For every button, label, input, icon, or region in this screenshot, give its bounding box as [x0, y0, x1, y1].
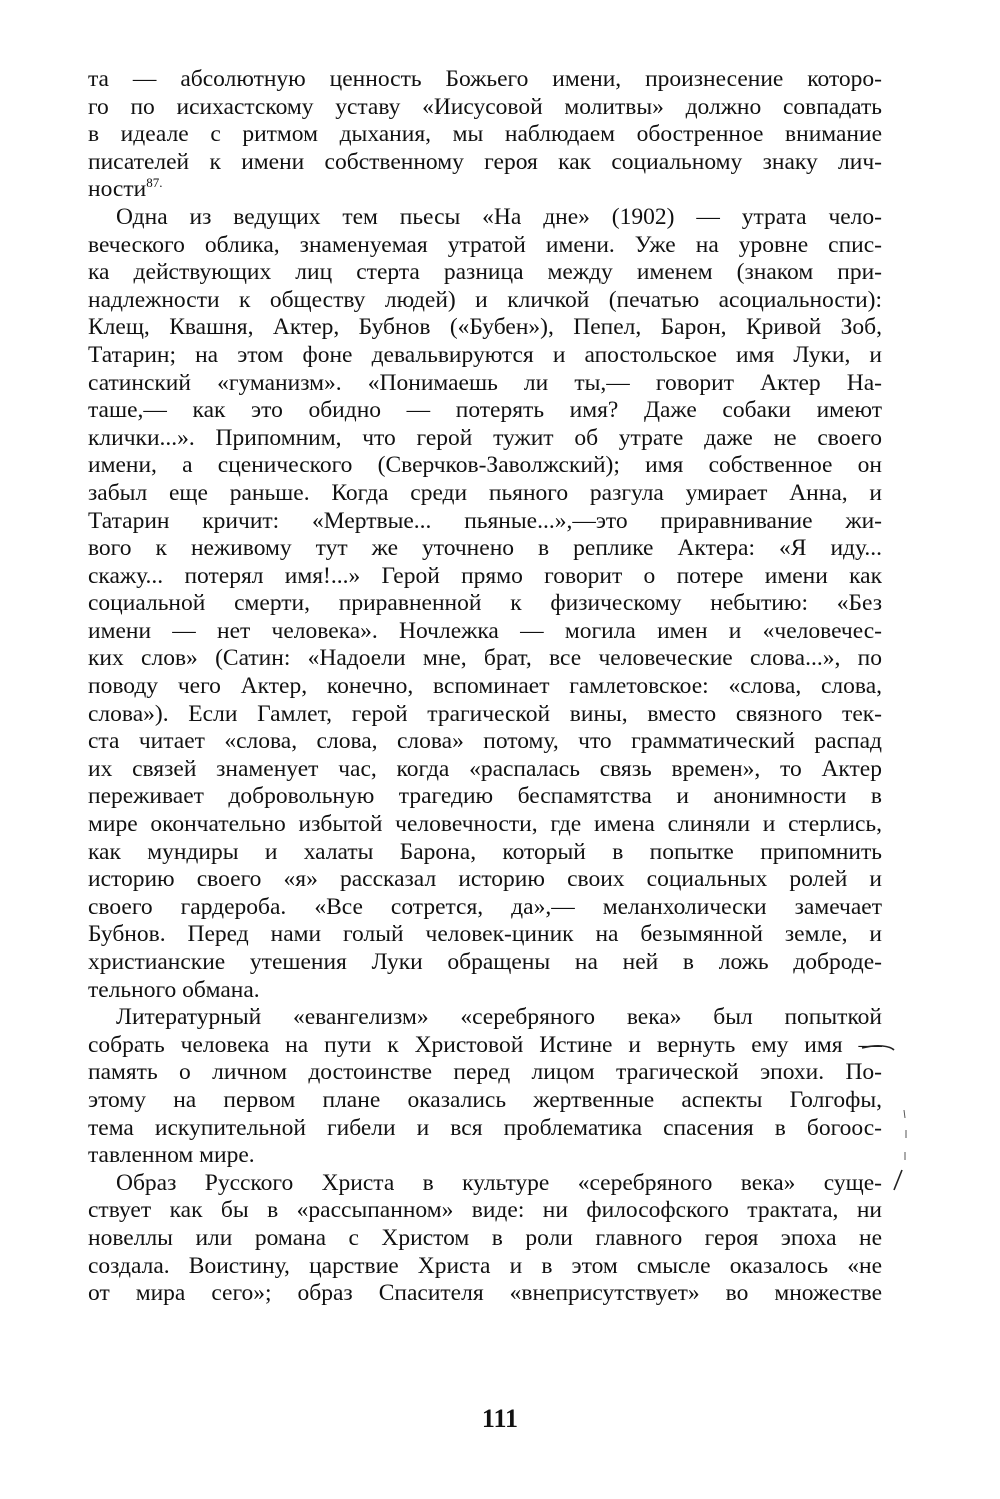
text-line	[88, 839, 882, 867]
text-line	[88, 1087, 882, 1115]
line-text: от мира сего»; образ Спасителя «внеприсутствует» во множестве	[88, 1280, 882, 1307]
text-line	[88, 370, 882, 398]
text-line	[88, 94, 882, 122]
line-text: переживает добровольную трагедию беспамятства и анонимности в	[88, 783, 882, 810]
text-line	[88, 425, 882, 453]
line-text: собрать человека на пути к Христовой Истине и вернуть ему имя —	[88, 1031, 882, 1058]
line-text: Литературный «евангелизм» «серебряного века» был попыткой	[116, 1004, 882, 1031]
line-text: как мундиры и халаты Барона, который в попытке припомнить	[88, 838, 882, 865]
text-line	[88, 701, 882, 729]
line-text: Татарин кричит: «Мертвые... пьяные...»,—это приравнивание жи-	[88, 507, 882, 534]
line-text: социальной смерти, приравненной к физическому небытию: «Без	[88, 590, 882, 617]
line-text: в идеале с ритмом дыхания, мы наблюдаем обостренное внимание	[88, 121, 882, 148]
line-text: та — абсолютную ценность Божьего имени, произнесение которо-	[88, 66, 882, 92]
line-text: ствует как бы в «рассыпанном» виде: ни философского трактата, ни	[88, 1197, 882, 1224]
text-line	[88, 1280, 882, 1308]
text-line	[88, 1059, 882, 1087]
margin-bracket-mark	[860, 1040, 920, 1230]
line-text: историю своего «я» рассказал историю своих социальных ролей и	[88, 866, 882, 893]
text-line	[88, 1197, 882, 1225]
text-line	[88, 977, 882, 1005]
text-line	[88, 508, 882, 536]
line-text: ких слов» (Сатин: «Надоели мне, брат, все человеческие слова...», по	[88, 645, 882, 672]
text-line	[88, 121, 882, 149]
line-text: мире окончательно избытой человечности, где имена слиняли и стерлись,	[88, 811, 882, 838]
line-text: писателей к имени собственному героя как социальному знаку лич-	[88, 148, 882, 175]
text-line	[88, 949, 882, 977]
text-line	[88, 232, 882, 260]
line-text: ности	[88, 176, 147, 203]
text-line	[88, 1170, 882, 1198]
text-line	[88, 590, 882, 618]
paragraph	[88, 1004, 882, 1170]
text-line	[88, 314, 882, 342]
footnote-marker: 87.	[146, 176, 163, 191]
text-line	[88, 259, 882, 287]
text-line	[88, 1115, 882, 1143]
page-number: 111	[481, 1404, 519, 1433]
text-line	[88, 66, 882, 94]
line-text: слова»). Если Гамлет, герой трагической вины, вместо связного тек-	[88, 700, 882, 727]
text-line	[88, 783, 882, 811]
main-text	[88, 66, 882, 1308]
line-text: своего гардероба. «Все сотрется, да»,— меланхолически замечает	[88, 893, 882, 920]
text-line	[88, 866, 882, 894]
text-line	[88, 204, 882, 232]
line-text: забыл еще раньше. Когда среди пьяного разгула умирает Анна, и	[88, 479, 882, 506]
line-text: Татарин; на этом фоне девальвируются и апостольское имя Луки, и	[88, 341, 882, 368]
paragraph	[88, 204, 882, 1004]
text-line	[88, 480, 882, 508]
line-text: имени, а сценического (Сверчков-Заволжский); имя собственное он	[88, 452, 882, 479]
text-line	[88, 149, 882, 177]
line-text: создала. Воистину, царствие Христа и в этом смысле оказалось «не	[88, 1252, 882, 1279]
line-text: вого к неживому тут же уточнено в реплике Актера: «Я иду...	[88, 535, 882, 562]
text-line	[88, 756, 882, 784]
text-line	[88, 618, 882, 646]
line-text: христианские утешения Луки обращены на ней в ложь доброде-	[88, 949, 882, 975]
line-text: поводу чего Актер, конечно, вспоминает гамлетовское: «слова, слова,	[88, 673, 882, 700]
text-line	[88, 645, 882, 673]
text-line	[88, 1253, 882, 1281]
text-line	[88, 728, 882, 756]
text-line	[88, 1004, 882, 1032]
text-line	[88, 535, 882, 563]
line-text: этому на первом плане оказались жертвенные аспекты Голгофы,	[88, 1086, 882, 1113]
line-text: надлежности к обществу людей) и кличкой (печатью асоциальности):	[88, 286, 882, 313]
line-text: память о личном достоинстве перед лицом трагической эпохи. По-	[88, 1059, 882, 1086]
text-line	[88, 342, 882, 370]
text-line	[88, 673, 882, 701]
line-text: скажу... потерял имя!...» Герой прямо говорит о потере имени как	[88, 562, 882, 589]
line-text: ста читает «слова, слова, слова» потому, что грамматический распад	[88, 728, 882, 755]
text-line	[88, 397, 882, 425]
line-text: Одна из ведущих тем пьесы «На дне» (1902) — утрата чело-	[116, 203, 882, 230]
text-line	[88, 287, 882, 315]
text-line	[88, 1142, 882, 1170]
line-text: клички...». Припомним, что герой тужит об утрате даже не своего	[88, 424, 882, 451]
line-text: ка действующих лиц стерта разница между именем (знаком при-	[88, 259, 882, 286]
line-text: Бубнов. Перед нами голый человек-циник на безымянной земле, и	[88, 921, 882, 948]
line-text: сатинский «гуманизм». «Понимаешь ли ты,— говорит Актер На-	[88, 369, 882, 396]
line-text: тельного обмана.	[88, 976, 260, 1003]
text-line	[88, 921, 882, 949]
text-line	[88, 176, 882, 204]
text-line	[88, 452, 882, 480]
paragraph	[88, 1170, 882, 1308]
line-text: их связей знаменует час, когда «распалась связь времен», то Актер	[88, 755, 882, 782]
text-line	[88, 1032, 882, 1060]
paragraph	[88, 66, 882, 204]
line-text: новеллы или романа с Христом в роли главного героя эпоха не	[88, 1224, 882, 1251]
line-text: имени — нет человека». Ночлежка — могила имен и «человечес-	[88, 617, 882, 644]
line-text: тавленном мире.	[88, 1142, 255, 1169]
line-text: Клещ, Квашня, Актер, Бубнов («Бубен»), Пепел, Барон, Кривой Зоб,	[88, 314, 882, 341]
line-text: таше,— как это обидно — потерять имя? Даже собаки имеют	[88, 397, 882, 424]
line-text: Образ Русского Христа в культуре «серебряного века» суще-	[116, 1169, 882, 1196]
text-line	[88, 811, 882, 839]
text-line	[88, 563, 882, 591]
text-line	[88, 1225, 882, 1253]
line-text: го по исихастскому уставу «Иисусовой молитвы» должно совпадать	[88, 93, 882, 120]
text-line	[88, 894, 882, 922]
line-text: веческого облика, знаменуемая утратой имени. Уже на уровне спис-	[88, 231, 882, 258]
line-text: тема искупительной гибели и вся проблематика спасения в богоос-	[88, 1114, 882, 1141]
